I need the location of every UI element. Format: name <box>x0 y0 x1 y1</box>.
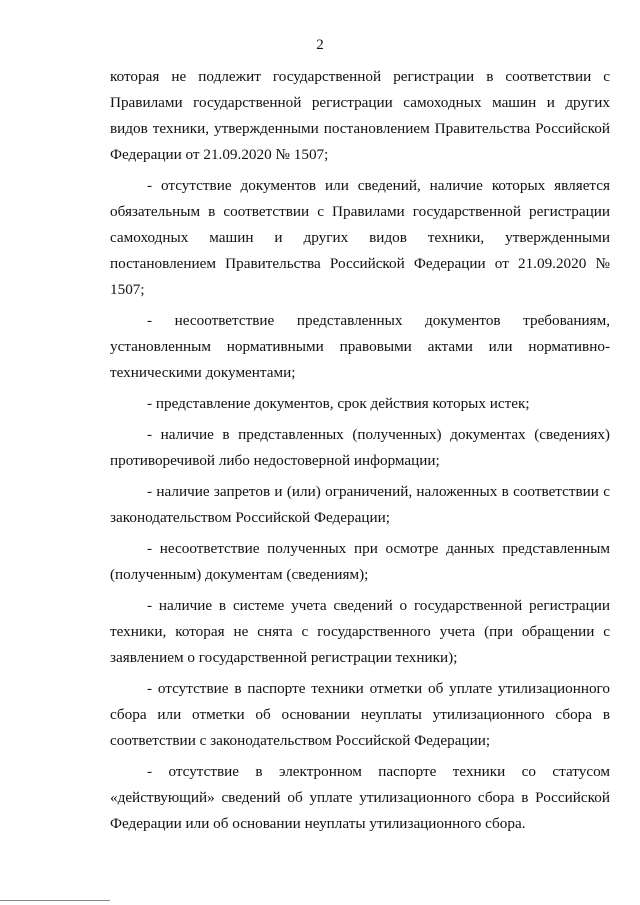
document-body <box>110 64 610 842</box>
list-item-contradictory-information: - наличие в представленных (полученных) документах (сведениях) противоречивой либо недостоверной информации; <box>110 426 610 469</box>
footer-divider <box>0 900 110 901</box>
page-number: 2 <box>316 37 324 53</box>
paragraph-continuation: которая не подлежит государственной регистрации в соответствии с Правилами государственной регистрации самоходных машин и других видов техники, утвержденными постановлением Правительства Российской Федерации от 21.09.2020 № 1507; <box>110 68 610 163</box>
list-item-inspection-mismatch: - несоответствие полученных при осмотре данных представленным (полученным) документам (сведениям); <box>110 540 610 583</box>
list-item-nonconformity-requirements: - несоответствие представленных документов требованиям, установленным нормативными правовыми актами или нормативно-техническими документами; <box>110 312 610 381</box>
list-item-unremoved-registration: - наличие в системе учета сведений о государственной регистрации техники, которая не снята с государственного учета (при обращении с заявлением о государственной регистрации техники); <box>110 597 610 666</box>
list-item-expired-documents: - представление документов, срок действия которых истек; <box>147 395 530 412</box>
list-item-missing-documents: - отсутствие документов или сведений, наличие которых является обязательным в соответствии с Правилами государственной регистрации самоходных машин и других видов техники, утвержденными постановлением Правительства Российской Федерации от 21.09.2020 № 1507; <box>110 177 610 298</box>
list-item-no-electronic-passport-info: - отсутствие в электронном паспорте техники со статусом «действующий» сведений об уплате утилизационного сбора в Российской Федерации или об основании неуплаты утилизационного сбора. <box>110 763 610 832</box>
list-item-no-recycling-fee-mark: - отсутствие в паспорте техники отметки об уплате утилизационного сбора или отметки об основании неуплаты утилизационного сбора в соответствии с законодательством Российской Федерации; <box>110 680 610 749</box>
list-item-prohibitions-restrictions: - наличие запретов и (или) ограничений, наложенных в соответствии с законодательством Российской Федерации; <box>110 483 610 526</box>
